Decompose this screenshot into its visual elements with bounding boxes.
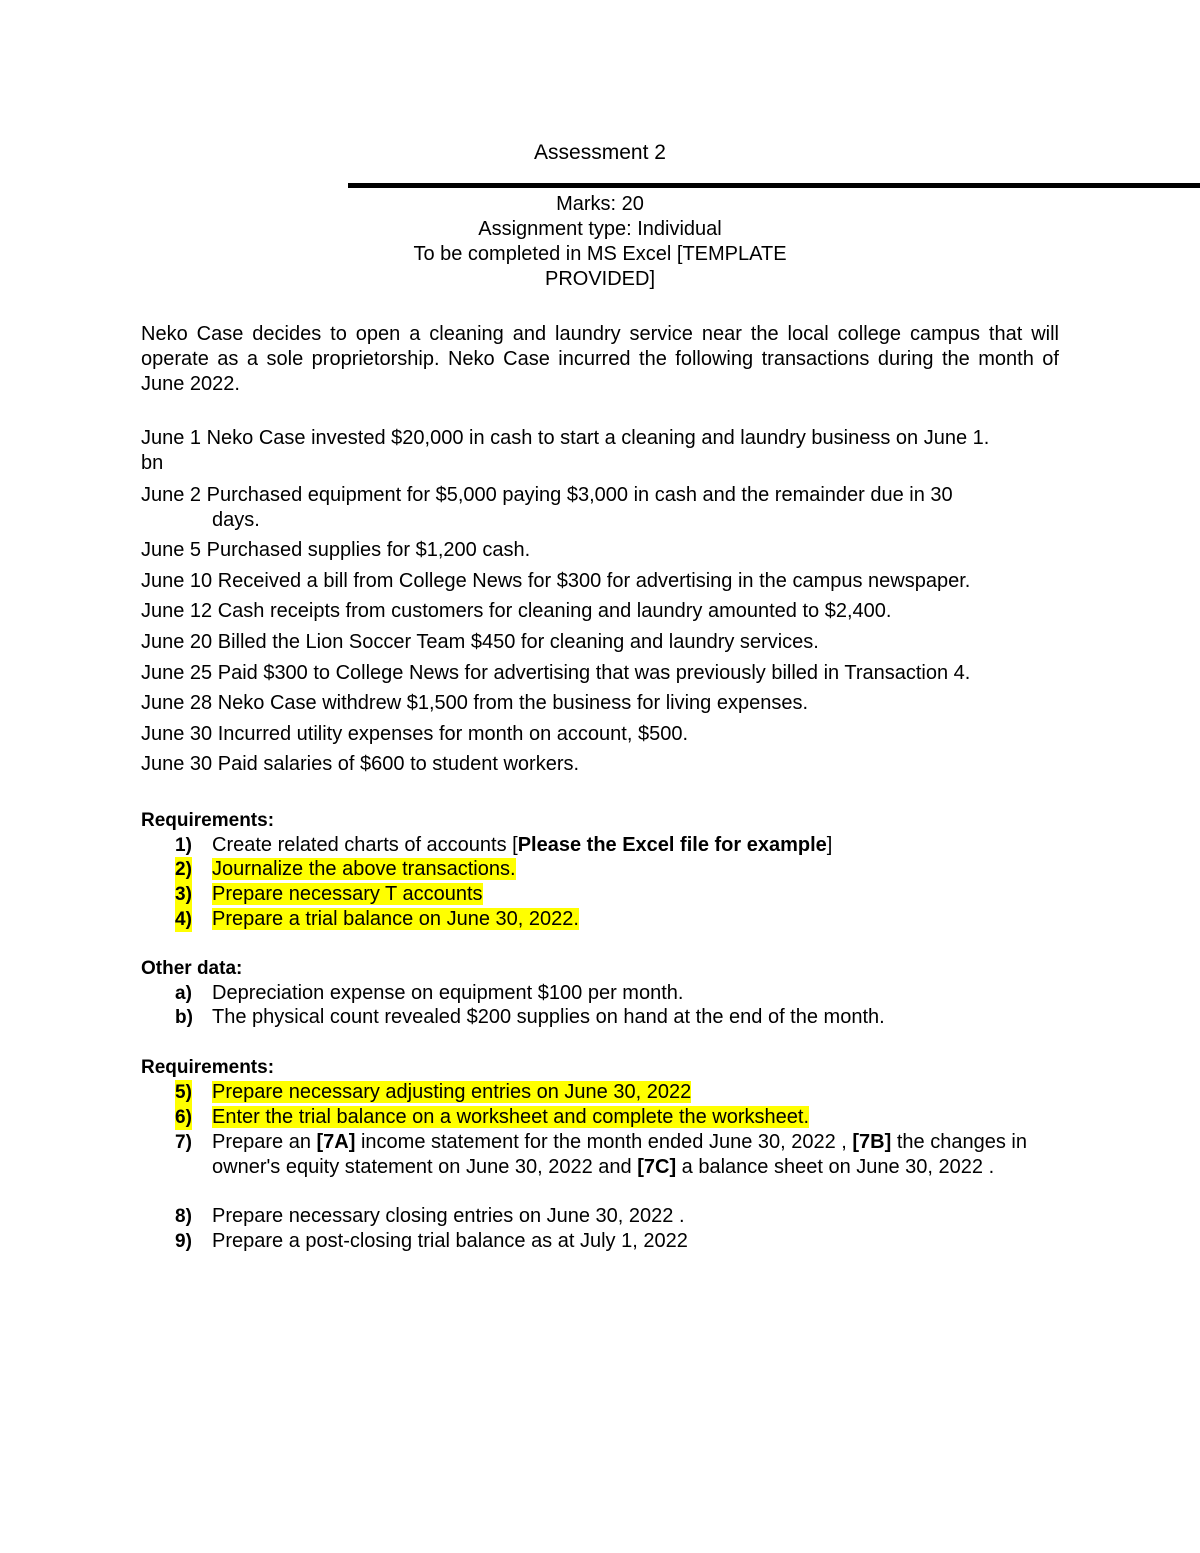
requirement-number: 2): [175, 859, 192, 880]
requirement-item: [141, 1229, 1041, 1254]
requirement-item: [141, 1105, 1041, 1130]
requirements-heading: Requirements:: [141, 810, 275, 831]
transaction-text: June 2 Purchased equipment for $5,000 paying $3,000 in cash and the remainder due in 30: [141, 484, 953, 506]
requirement-text-part: the changes in owner's equity statement on June 30, 2022 and: [212, 1131, 1027, 1178]
requirement-text: Journalize the above transactions.: [212, 858, 516, 880]
requirement-item: [141, 907, 1041, 932]
other-data-text: The physical count revealed $200 supplies on hand at the end of the month.: [212, 1006, 885, 1028]
statement-tag: [7C]: [637, 1156, 677, 1178]
requirement-text: Prepare necessary T accounts: [212, 883, 483, 905]
requirement-number: 5): [175, 1082, 192, 1103]
requirements-heading: Requirements:: [141, 1057, 275, 1078]
other-data-item: [141, 981, 1041, 1006]
requirement-number: 1): [175, 835, 192, 856]
assignment-type-line: Assignment type: Individual: [478, 218, 722, 240]
transaction-item: June 30 Incurred utility expenses for month on account, $500.: [141, 723, 689, 745]
requirement-text-part: Create related charts of accounts [: [212, 834, 518, 856]
transaction-item: June 25 Paid $300 to College News for advertising that was previously billed in Transaction 4.: [141, 662, 971, 684]
requirement-text: Enter the trial balance on a worksheet and complete the worksheet.: [212, 1106, 810, 1128]
transaction-item: June 12 Cash receipts from customers for cleaning and laundry amounted to $2,400.: [141, 600, 892, 622]
completion-line-2: PROVIDED]: [544, 268, 656, 290]
transaction-item: June 30 Paid salaries of $600 to student workers.: [141, 753, 580, 775]
transaction-item: June 28 Neko Case withdrew $1,500 from the business for living expenses.: [141, 692, 809, 714]
other-data-label: a): [175, 983, 192, 1004]
requirement-text: Prepare a trial balance on June 30, 2022.: [212, 908, 579, 930]
requirement-item: [141, 1204, 1041, 1229]
title-text: Assessment 2: [534, 141, 666, 164]
requirement-number: 9): [175, 1231, 192, 1252]
transaction-text: June 1 Neko Case invested $20,000 in cash to start a cleaning and laundry business on June 1.: [141, 427, 990, 449]
transaction-text-cont: days.: [212, 509, 260, 531]
statement-tag: [7A]: [316, 1131, 356, 1153]
transaction-item: June 5 Purchased supplies for $1,200 cash.: [141, 539, 531, 561]
requirement-number: 7): [175, 1132, 192, 1153]
intro-paragraph: Neko Case decides to open a cleaning and laundry service near the local college campus that will operate as a sole proprietorship. Neko Case incurred the following transactions during the month of June 2022.: [141, 323, 1059, 395]
transaction-item: [141, 426, 1061, 476]
requirement-text-bold: Please the Excel file for example: [517, 834, 827, 856]
requirement-number: 6): [175, 1107, 192, 1128]
requirement-text: [141, 833, 1041, 858]
completion-line-1: To be completed in MS Excel [TEMPLATE: [413, 243, 787, 265]
requirement-text: Prepare necessary adjusting entries on June 30, 2022: [212, 1081, 692, 1103]
marks-line: Marks: 20: [556, 193, 644, 215]
requirement-text: Prepare necessary closing entries on June 30, 2022 .: [212, 1205, 685, 1227]
other-data-heading: Other data:: [141, 958, 243, 979]
other-data-label: b): [175, 1007, 193, 1028]
transaction-item: June 20 Billed the Lion Soccer Team $450 for cleaning and laundry services.: [141, 631, 819, 653]
assignment-meta: [400, 192, 800, 292]
transaction-item: [141, 483, 1061, 533]
requirement-text-part: a balance sheet on June 30, 2022 .: [676, 1156, 995, 1178]
requirement-number: 3): [175, 884, 192, 905]
requirement-item: [141, 833, 1041, 858]
requirement-item: [141, 857, 1041, 882]
statement-tag: [7B]: [852, 1131, 892, 1153]
requirement-text-part: ]: [826, 834, 833, 856]
requirement-item: [141, 882, 1041, 907]
requirement-text-part: Prepare an: [212, 1131, 317, 1153]
document-title: [0, 141, 1200, 165]
requirement-text: Prepare a post-closing trial balance as at July 1, 2022: [212, 1230, 688, 1252]
other-data-text: Depreciation expense on equipment $100 per month.: [212, 982, 684, 1004]
requirement-text: [141, 1130, 1031, 1180]
requirement-text-part: income statement for the month ended June 30, 2022 ,: [355, 1131, 853, 1153]
requirement-number: 8): [175, 1206, 192, 1227]
transaction-text-cont: bn: [141, 452, 164, 474]
requirement-item: [141, 1080, 1041, 1105]
requirement-number: 4): [175, 909, 192, 930]
other-data-item: [141, 1005, 1041, 1030]
transaction-item: June 10 Received a bill from College News for $300 for advertising in the campus newspaper.: [141, 570, 971, 592]
requirement-item: [141, 1130, 1031, 1180]
title-rule: [348, 183, 1200, 188]
